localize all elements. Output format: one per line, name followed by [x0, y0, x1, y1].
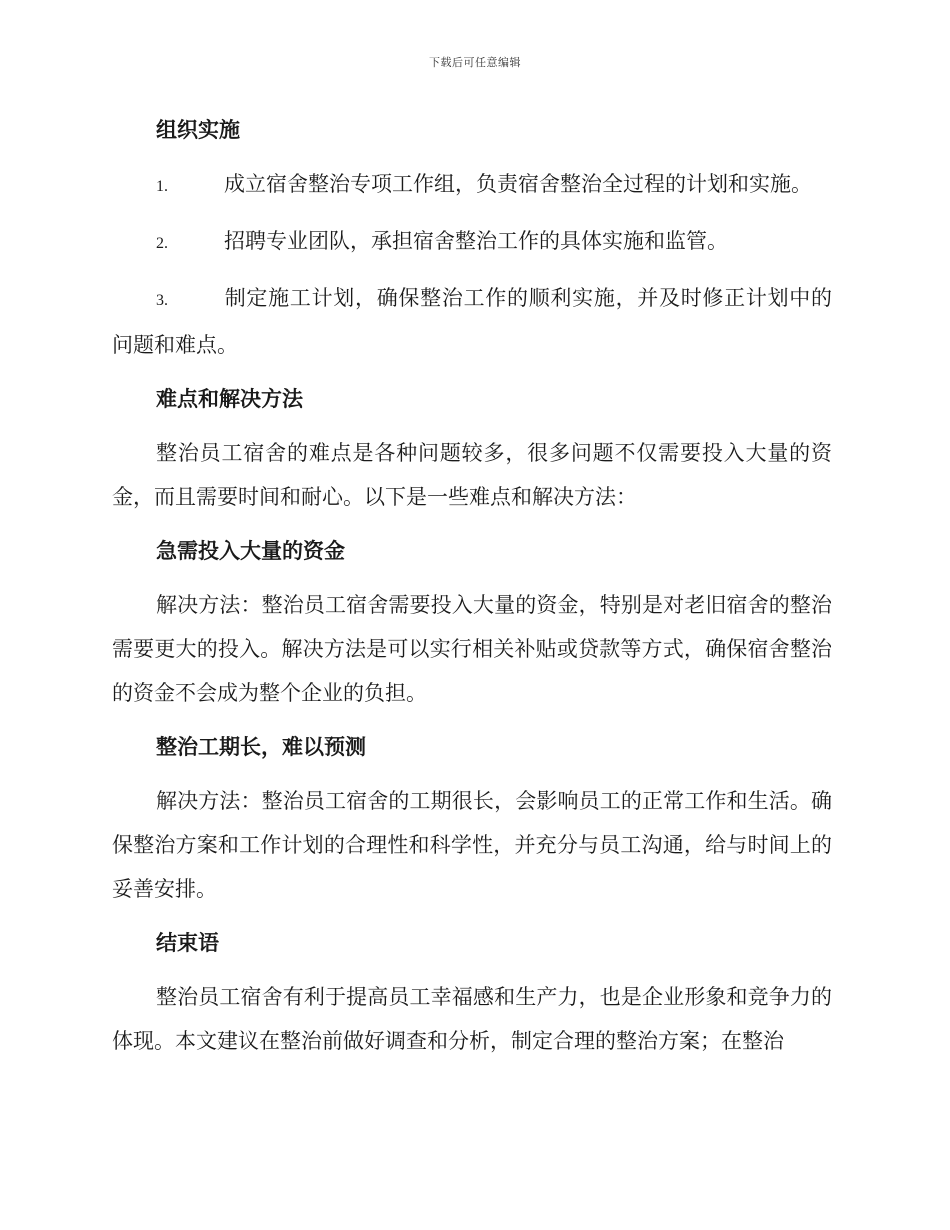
document-body [112, 108, 832, 1073]
list-number: 2. [156, 235, 168, 252]
list-number: 3. [156, 292, 168, 309]
list-item [112, 276, 832, 367]
section-heading-org: 组织实施 [156, 118, 240, 142]
section-heading-funding: 急需投入大量的资金 [156, 539, 345, 563]
list-item-text: 招聘专业团队，承担宿舍整治工作的具体实施和监管。 [224, 229, 728, 253]
section-heading-duration: 整治工期长，难以预测 [156, 735, 366, 759]
list-item [112, 219, 832, 266]
section-heading-conclusion: 结束语 [156, 931, 219, 955]
list-item-text: 制定施工计划，确保整治工作的顺利实施，并及时修正计划中的问题和难点。 [112, 286, 832, 357]
paragraph-difficulty-intro: 整治员工宿舍的难点是各种问题较多，很多问题不仅需要投入大量的资金，而且需要时间和耐心。以下是一些难点和解决方法： [112, 441, 832, 509]
list-item-text: 成立宿舍整治专项工作组，负责宿舍整治全过程的计划和实施。 [224, 172, 812, 196]
page-header-note: 下载后可任意编辑 [429, 56, 521, 69]
paragraph-funding: 解决方法：整治员工宿舍需要投入大量的资金，特别是对老旧宿舍的整治需要更大的投入。解决方法是可以实行相关补贴或贷款等方式，确保宿舍整治的资金不会成为整个企业的负担。 [112, 593, 832, 705]
section-heading-difficulty: 难点和解决方法 [156, 387, 303, 411]
list-number: 1. [156, 178, 168, 195]
list-item [112, 162, 832, 209]
paragraph-conclusion: 整治员工宿舍有利于提高员工幸福感和生产力，也是企业形象和竞争力的体现。本文建议在整治前做好调查和分析，制定合理的整治方案；在整治 [112, 985, 832, 1053]
paragraph-duration: 解决方法：整治员工宿舍的工期很长，会影响员工的正常工作和生活。确保整治方案和工作计划的合理性和科学性，并充分与员工沟通，给与时间上的妥善安排。 [112, 789, 832, 901]
